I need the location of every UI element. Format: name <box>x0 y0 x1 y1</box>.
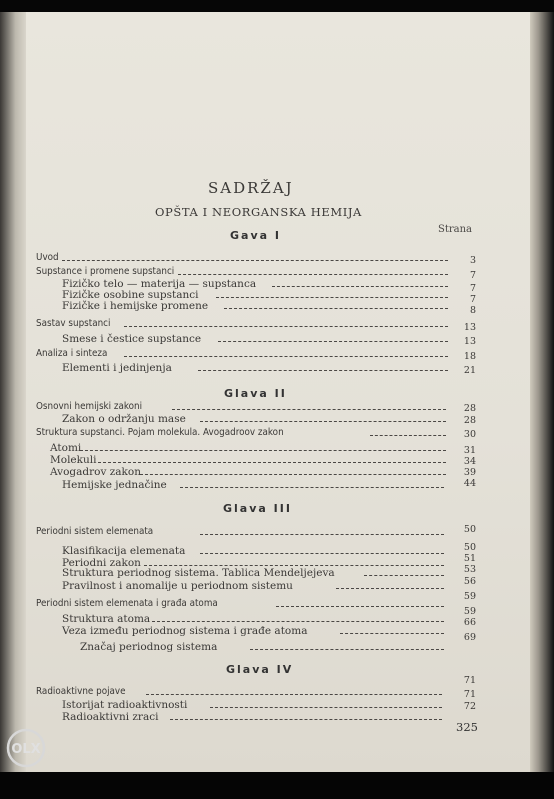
toc-entry-page: 8 <box>469 305 476 316</box>
toc-entry-title: Istorijat radioaktivnosti <box>62 699 188 711</box>
dot-leader <box>140 474 446 475</box>
toc-entry-title: Periodni sistem elemenata i građa atoma <box>36 598 218 609</box>
toc-entry-title: Veza između periodnog sistema i građe atoma <box>62 625 308 637</box>
toc-entry-title: Fizičko telo — materija — supstanca <box>62 278 257 290</box>
photo-bottom-border <box>0 772 554 799</box>
toc-entry-page: 59 <box>463 591 476 602</box>
olx-logo-icon <box>6 728 46 768</box>
toc-entry-page: 31 <box>463 445 476 456</box>
toc-entry-title: Avogadrov zakon <box>50 466 141 478</box>
toc-entry-title: Fizičke osobine supstanci <box>62 289 199 301</box>
toc-entry-title: Molekuli <box>50 454 97 466</box>
toc-entry-title: Struktura supstanci. Pojam molekula. Avogadroov zakon <box>36 427 284 438</box>
chapter-heading-1: Gava I <box>230 229 281 242</box>
dot-leader <box>170 719 442 720</box>
toc-entry-page: 53 <box>463 564 476 575</box>
dot-leader <box>272 286 448 287</box>
toc-entry-page: 71 <box>463 675 476 686</box>
dot-leader <box>198 370 448 371</box>
chapter-heading-3: Glava III <box>223 502 292 515</box>
watermark-label: OLX <box>11 742 41 757</box>
photo-top-border <box>0 0 554 12</box>
dot-leader <box>180 487 444 488</box>
toc-entry-page: 44 <box>463 478 476 489</box>
toc-entry-page: 51 <box>463 553 476 564</box>
toc-entry-title: Sastav supstanci <box>36 318 111 329</box>
toc-entry-page: 50 <box>463 524 476 535</box>
dot-leader <box>336 588 444 589</box>
toc-entry-title: Struktura atoma <box>62 613 151 625</box>
dot-leader <box>200 534 444 535</box>
chapter-heading-2: Glava II <box>224 387 287 400</box>
toc-entry-title: Klasifikacija elemenata <box>62 545 186 557</box>
toc-entry-title: Zakon o održanju mase <box>62 413 186 425</box>
toc-entry-page: 18 <box>463 351 476 362</box>
toc-entry-page: 13 <box>463 336 476 347</box>
toc-entry-title: Supstance i promene supstanci <box>36 266 175 277</box>
dot-leader <box>364 575 444 576</box>
toc-entry-page: 28 <box>463 403 476 414</box>
toc-entry-title: Atomi <box>50 442 82 454</box>
toc-entry-page: 39 <box>463 467 476 478</box>
dot-leader <box>146 694 442 695</box>
dot-leader <box>62 260 448 261</box>
dot-leader <box>200 421 446 422</box>
toc-entry-page: 21 <box>463 365 476 376</box>
toc-entry-title: Radioaktivni zraci <box>62 711 159 723</box>
toc-entry-page: 66 <box>463 617 476 628</box>
dot-leader <box>144 565 444 566</box>
toc-entry-title: Hemijske jednačine <box>62 479 167 491</box>
toc-entry-title: Smese i čestice supstance <box>62 333 202 345</box>
page-number: 325 <box>456 720 478 734</box>
toc-entry-title: Periodni zakon <box>62 557 141 569</box>
toc-entry-title: Elementi i jedinjenja <box>62 362 172 374</box>
dot-leader <box>152 621 444 622</box>
toc-entry-title: Fizičke i hemijske promene <box>62 300 209 312</box>
toc-entry-page: 13 <box>463 322 476 333</box>
toc-entry-page: 7 <box>469 270 476 281</box>
toc-entry-page: 28 <box>463 415 476 426</box>
dot-leader <box>370 435 446 436</box>
dot-leader <box>178 274 448 275</box>
toc-entry-page: 71 <box>463 689 476 700</box>
toc-entry-page: 56 <box>463 576 476 587</box>
dot-leader <box>124 326 448 327</box>
toc-entry-page: 34 <box>463 456 476 467</box>
toc-entry-title: Struktura periodnog sistema. Tablica Mendeljejeva <box>62 567 335 579</box>
toc-entry-page: 72 <box>463 701 476 712</box>
strana-label: Strana <box>438 224 473 235</box>
dot-leader <box>276 606 444 607</box>
dot-leader <box>210 707 442 708</box>
toc-entry-page: 59 <box>463 606 476 617</box>
toc-entry-title: Periodni sistem elemenata <box>36 526 154 537</box>
toc-entry-page: 50 <box>463 542 476 553</box>
chapter-heading-4: Glava IV <box>226 663 294 676</box>
dot-leader <box>172 409 446 410</box>
dot-leader <box>340 633 444 634</box>
toc-subtitle: OPŠTA I NEORGANSKA HEMIJA <box>155 205 362 219</box>
toc-entry-page: 7 <box>469 283 476 294</box>
dot-leader <box>218 341 448 342</box>
dot-leader <box>98 462 446 463</box>
toc-entry-title: Analiza i sinteza <box>36 348 108 359</box>
toc-entry-title: Radioaktivne pojave <box>36 686 126 697</box>
toc-entry-page: 69 <box>463 632 476 643</box>
toc-entry-page: 7 <box>469 294 476 305</box>
toc-entry-page: 3 <box>469 255 476 266</box>
toc-entry-title: Pravilnost i anomalije u periodnom sistemu <box>62 580 293 592</box>
toc-entry-page: 30 <box>463 429 476 440</box>
toc-title: SADRŽAJ <box>208 179 294 197</box>
dot-leader <box>250 649 444 650</box>
toc-entry-title: Uvod <box>36 252 59 263</box>
toc-entry-title: Osnovni hemijski zakoni <box>36 401 143 412</box>
dot-leader <box>80 450 446 451</box>
page-right-edge <box>530 12 554 772</box>
dot-leader <box>124 356 448 357</box>
book-spine-shadow <box>0 12 26 772</box>
dot-leader <box>200 553 444 554</box>
dot-leader <box>216 297 448 298</box>
dot-leader <box>224 308 448 309</box>
toc-entry-title: Značaj periodnog sistema <box>80 641 218 653</box>
